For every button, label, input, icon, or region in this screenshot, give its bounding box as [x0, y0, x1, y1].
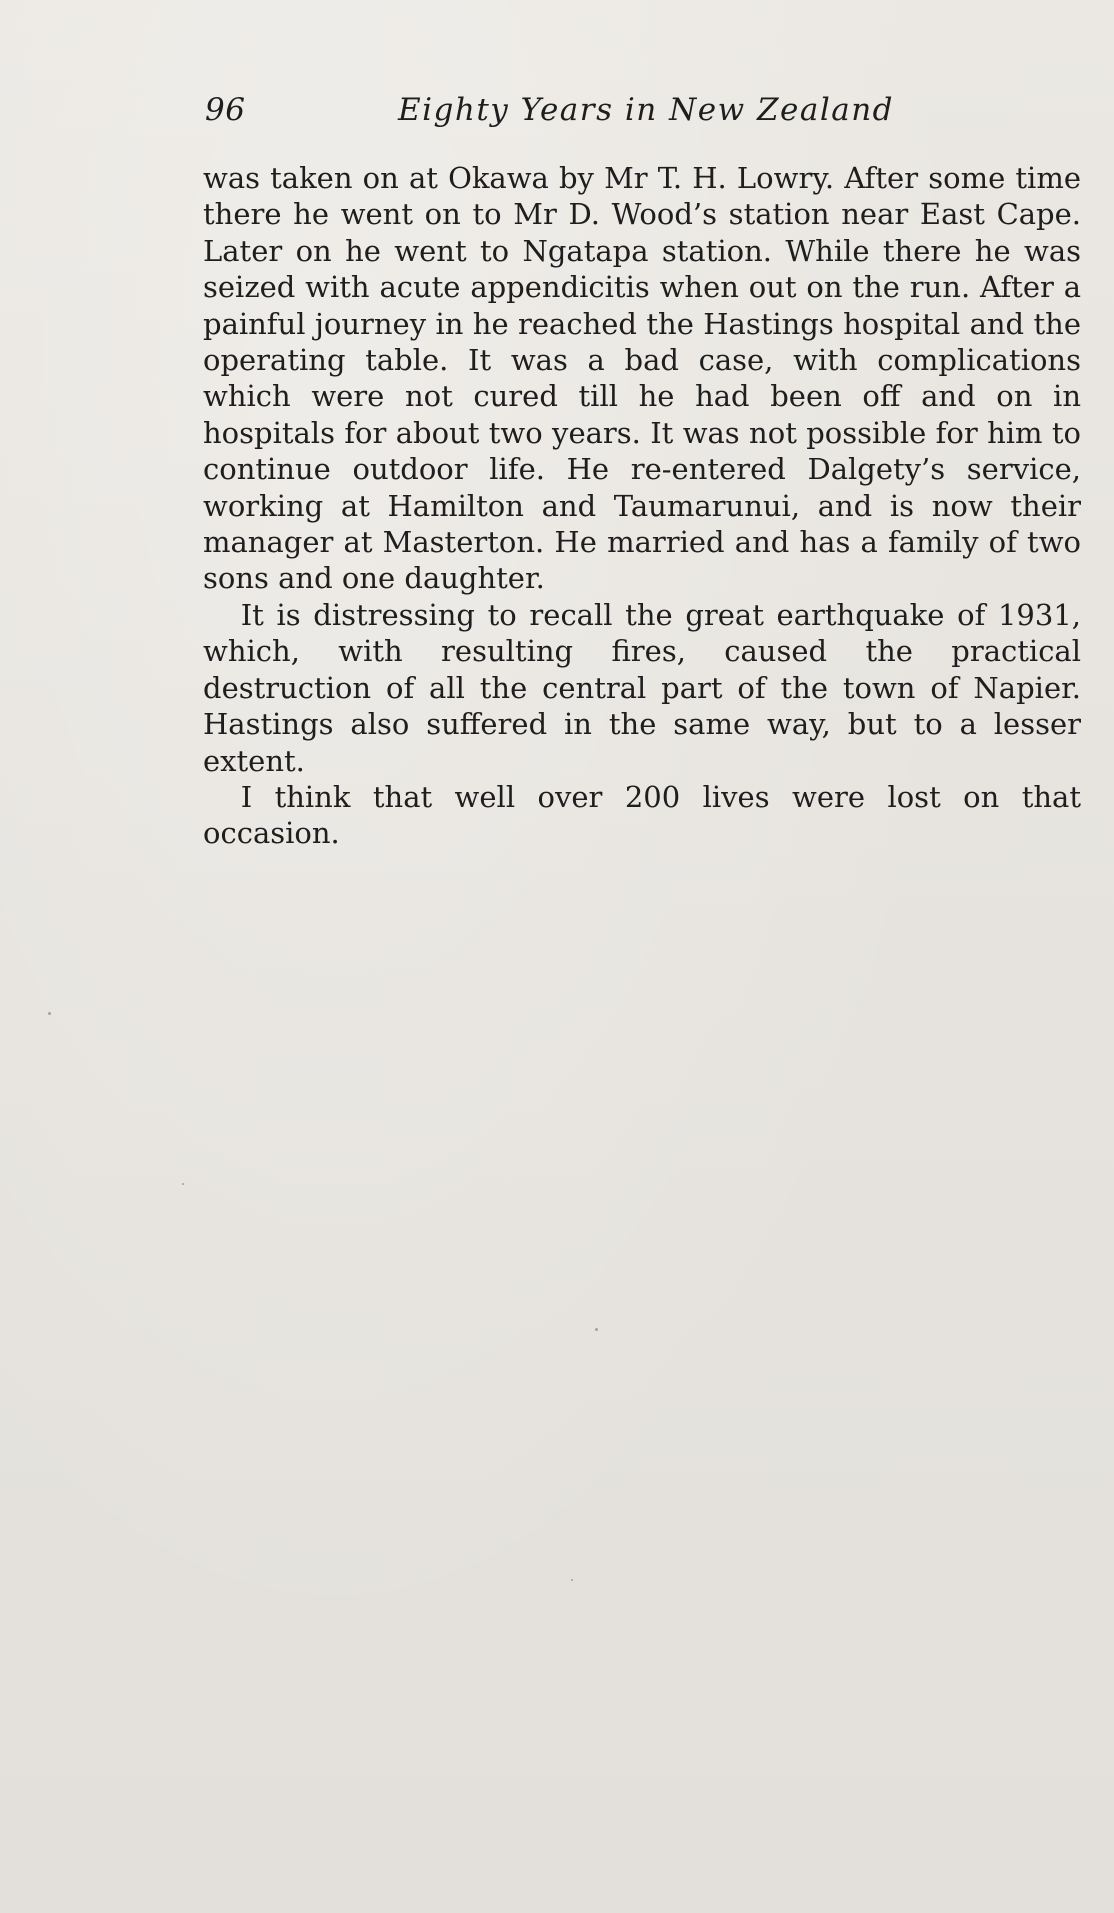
page-header	[205, 92, 1105, 136]
paper-speck	[182, 1183, 184, 1185]
running-title: Eighty Years in New Zealand	[398, 92, 895, 128]
paragraph-2: It is distressing to recall the great earthquake of 1931, which, with resulting fires, caused the practical destruction of all the central part of the town of Napier. Hastings also suffered in the same way, but to a lesser extent.	[203, 597, 1081, 778]
paragraph-1: was taken on at Okawa by Mr T. H. Lowry. After some time there he went on to Mr D. Wood’s station near East Cape. Later on he went to Ngatapa station. While there he was seized with acute appendicitis when out on the run. After a painful journey in he reached the Hastings hospital and the operating table. It was a bad case, with complications which were not cured till he had been off and on in hospitals for about two years. It was not possible for him to continue outdoor life. He re-entered Dalgety’s service, working at Hamilton and Taumarunui, and is now their manager at Masterton. He married and has a family of two sons and one daughter.	[203, 161, 1081, 596]
paper-speck	[571, 1579, 573, 1581]
page-number: 96	[205, 92, 246, 128]
paper-speck	[595, 1328, 598, 1331]
paragraph-3: I think that well over 200 lives were lost on that occasion.	[203, 779, 1081, 851]
paper-speck	[48, 1012, 51, 1015]
body-text	[203, 160, 1081, 852]
